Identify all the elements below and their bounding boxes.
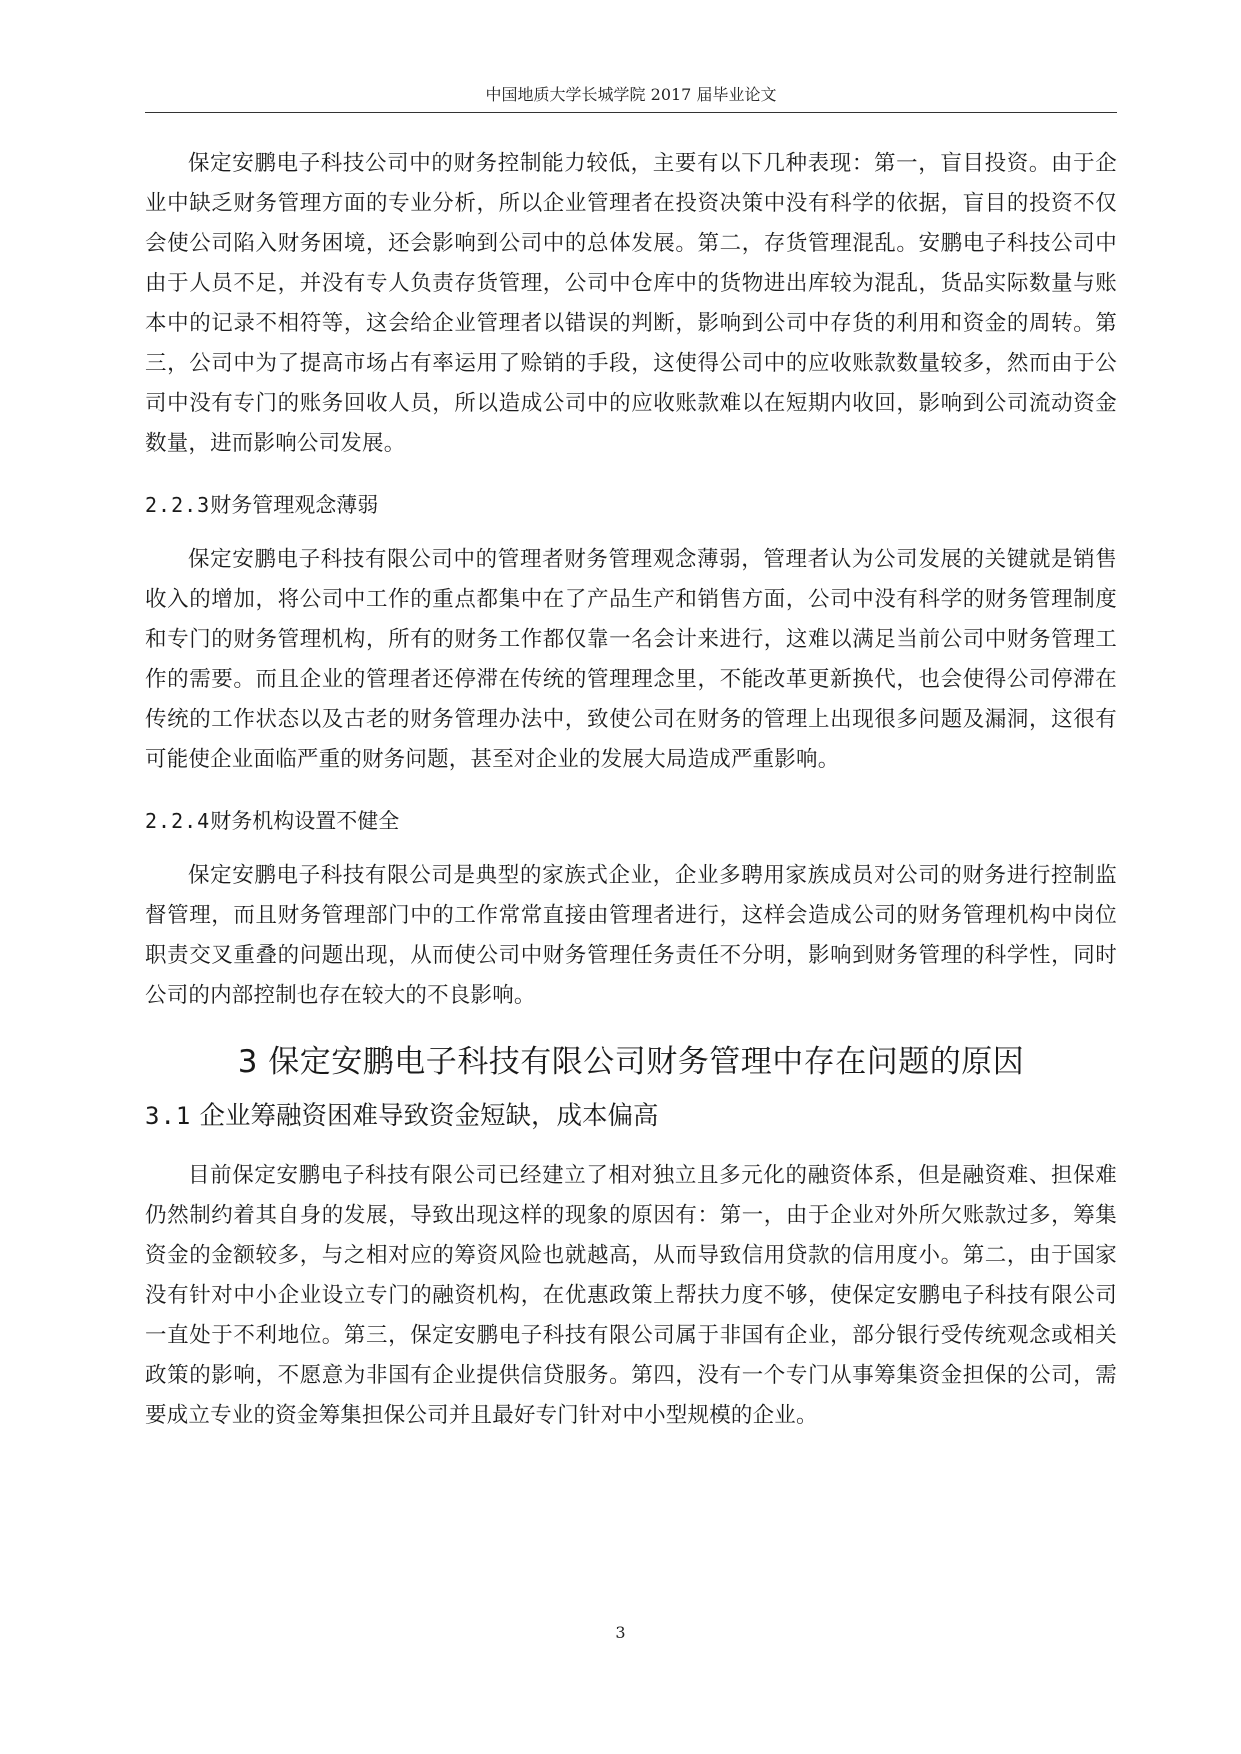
heading-3-1 (145, 1096, 1117, 1136)
heading-text: 企业筹融资困难导致资金短缺，成本偏高 (199, 1101, 659, 1131)
paragraph-management-concept: 保定安鹏电子科技有限公司中的管理者财务管理观念薄弱，管理者认为公司发展的关键就是销售收入的增加，将公司中工作的重点都集中在了产品生产和销售方面，公司中没有科学的财务管理制度和专门的财务管理机构，所有的财务工作都仅靠一名会计来进行，这难以满足当前公司中财务管理工作的需要。而且企业的管理者还停滞在传统的管理理念里，不能改革更新换代，也会使得公司停滞在传统的工作状态以及古老的财务管理办法中，致使公司在财务的管理上出现很多问题及漏洞，这很有可能使企业面临严重的财务问题，甚至对企业的发展大局造成严重影响。 (145, 547, 1117, 772)
paragraph-financing-difficulty: 目前保定安鹏电子科技有限公司已经建立了相对独立且多元化的融资体系，但是融资难、担保难仍然制约着其自身的发展，导致出现这样的现象的原因有：第一，由于企业对外所欠账款过多，筹集资金的金额较多，与之相对应的筹资风险也就越高，从而导致信用贷款的信用度小。第二，由于国家没有针对中小企业设立专门的融资机构，在优惠政策上帮扶力度不够，使保定安鹏电子科技有限公司一直处于不利地位。第三，保定安鹏电子科技有限公司属于非国有企业，部分银行受传统观念或相关政策的影响，不愿意为非国有企业提供信贷服务。第四，没有一个专门从事筹集资金担保的公司，需要成立专业的资金筹集担保公司并且最好专门针对中小型规模的企业。 (145, 1163, 1117, 1428)
page-number: 3 (615, 1623, 626, 1642)
heading-text: 财务管理观念薄弱 (210, 493, 379, 517)
document-body (145, 144, 1117, 1436)
heading-text: 财务机构设置不健全 (210, 809, 400, 833)
page-header: 中国地质大学长城学院 2017 届毕业论文 (485, 85, 777, 104)
paragraph-financial-control: 保定安鹏电子科技公司中的财务控制能力较低，主要有以下几种表现：第一，盲目投资。由于企业中缺乏财务管理方面的专业分析，所以企业管理者在投资决策中没有科学的依据，盲目的投资不仅会使公司陷入财务困境，还会影响到公司中的总体发展。第二，存货管理混乱。安鹏电子科技公司中由于人员不足，并没有专人负责存货管理，公司中仓库中的货物进出库较为混乱，货品实际数量与账本中的记录不相符等，这会给企业管理者以错误的判断，影响到公司中存货的利用和资金的周转。第三，公司中为了提高市场占有率运用了赊销的手段，这使得公司中的应收账款数量较多，然而由于公司中没有专门的账务回收人员，所以造成公司中的应收账款难以在短期内收回，影响到公司流动资金数量，进而影响公司发展。 (145, 151, 1117, 456)
heading-number: 2.2.3 (145, 493, 211, 517)
heading-2-2-4 (145, 806, 1117, 836)
heading-number: 2.2.4 (145, 809, 211, 833)
chapter-3-title: 3 保定安鹏电子科技有限公司财务管理中存在问题的原因 (237, 1044, 1025, 1080)
paragraph-financial-institution: 保定安鹏电子科技有限公司是典型的家族式企业，企业多聘用家族成员对公司的财务进行控制监督管理，而且财务管理部门中的工作常常直接由管理者进行，这样会造成公司的财务管理机构中岗位职责交叉重叠的问题出现，从而使公司中财务管理任务责任不分明，影响到财务管理的科学性，同时公司的内部控制也存在较大的不良影响。 (145, 863, 1117, 1008)
header-rule (145, 112, 1117, 113)
heading-2-2-3 (145, 490, 1117, 520)
heading-number: 3.1 (145, 1102, 192, 1130)
